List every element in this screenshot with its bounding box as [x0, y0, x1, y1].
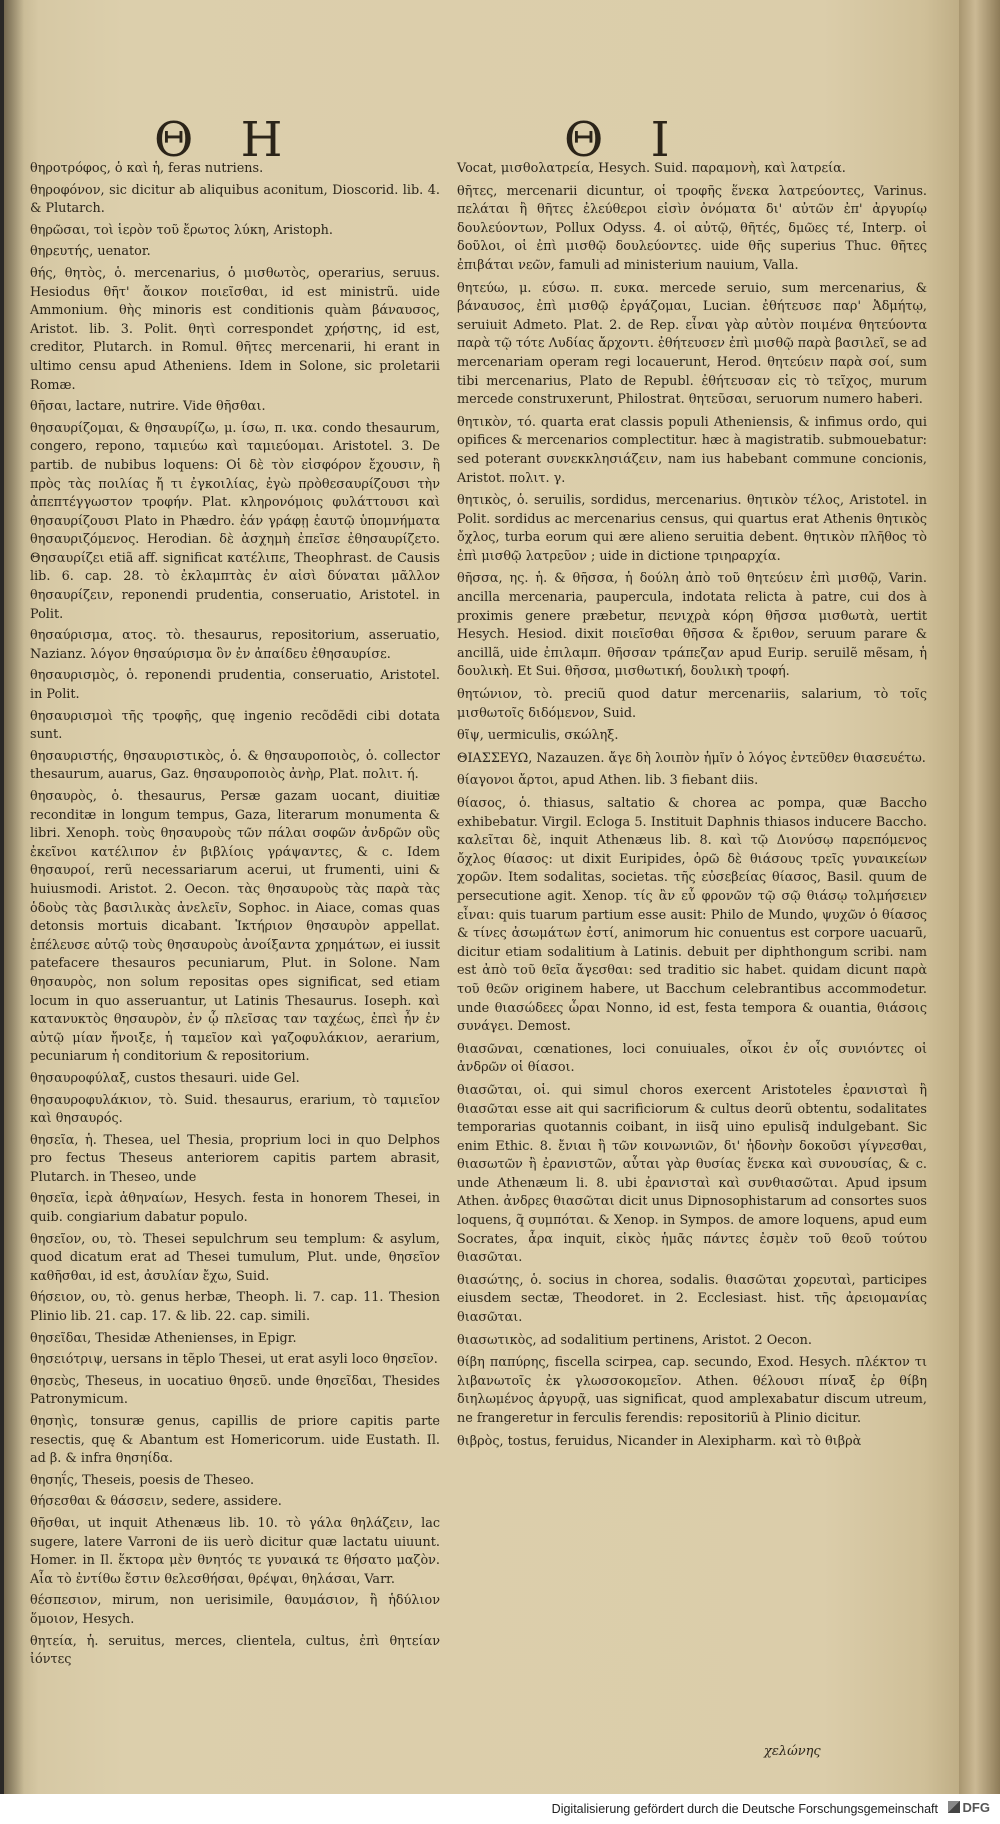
- dfg-logo: DFG: [948, 1800, 990, 1815]
- dictionary-entry: θῆσσα, ης. ἡ. & θῆσσα, ἡ δούλη ἀπὸ τοῦ θητεύειν ἐπὶ μισθῷ, Varin. ancilla mercenaria, paupercula, indotata relicta à patre, cui dos à proximis genere præbetur, πενιχρὰ κόρη θῆσσα μισθωτὰ, uertit Hesych. Hesiod. dixit ποιεῖσθαι θῆσσα & ἔριθον, seruum parare & ancillã, uide ἐπιλαμπ. θῆσσαν τράπεζαν apud Eurip. seruilẽ mẽsam, ἡ δουλικὴ. Et Sui. θῆσσα, μισθωτική, δουλικὴ τροφή.: [457, 571, 927, 680]
- dictionary-entry: θησαυρισμὸς, ὁ. reponendi prudentia, conseruatio, Aristotel. in Polit.: [30, 668, 440, 703]
- dictionary-entry: θῖψ, uermiculis, σκώληξ.: [457, 728, 619, 744]
- dictionary-entry: θησαυρὸς, ὁ. thesaurus, Persæ gazam uocant, diuitiæ reconditæ in longum tempus, Gaza, literarum monumenta & libri. Xenoph. τοὺς θησαυροὺς τῶν πάλαι σοφῶν ἀνδρῶν οὓς ἐκεῖνοι κατέλιπον ἐν βιβλίοις γράψαντες, & c. Idem θησαυροί, rerũ necessariarum acerui, ut frumenti, uini & huiusmodi. Aristot. 2. Oecon. τὰς θησαυροὺς τὰς παρὰ τὰς ὁδοὺς τὰς βασιλικὰς ἀνελεῖν, Sophoc. in Aiace, comas quas detonsis mortuis dicabant. Ἰκτήριον θησαυρὸν appellat. ἐπέλευσε αὐτῷ τοὺς θησαυροὺς ἀνοίξαντα χρημάτων, ei iussit patefacere thesauros pecuniarum, Plut. in Solone. Nam θησαυρὸς, non solum repositas opes significat, sed etiam locum in quo asseruantur, ut Latinis Thesaurus. Ioseph. καὶ κατανυκτὸς θησαυρὸν, ἐν ᾧ πλεῖσας ταν ταχέως, ἐπεὶ ἦν ἐν αὐτῷ μίαν ἤνοιξε, ἡ ταμεῖον καὶ γαζοφυλάκιον, aerarium, pecuniarum ἡ conditorium & repositorium.: [30, 789, 440, 1065]
- right-column: [457, 160, 927, 1455]
- dictionary-entry: θῆσθαι, ut inquit Athenæus lib. 10. τὸ γάλα θηλάζειν, lac sugere, latere Varroni de iis uerò dicitur quæ lactatu uiuunt. Homer. in Il. ἕκτορα μὲν θνητός τε γυναικά τε θήσατο μαζὸν. Αἶα τὸ ἐντίθω ἔστιν θελεσθήσαι, θρέψαι, θηλάσαι, Varr.: [30, 1515, 440, 1587]
- book-page: [4, 0, 959, 1794]
- dictionary-entry: θητικὸν, τό. quarta erat classis populi Atheniensis, & infimus ordo, qui opifices & mercenarios complectitur. hæc à magistratib. submouebatur: sed poterant συνεκκλησιάζειν, nam ius habebant commune concionis, Aristot. πολιτ. γ.: [457, 414, 927, 486]
- footer-bar: [0, 1794, 1000, 1824]
- left-column: [30, 160, 440, 1673]
- dictionary-entry: θησεὺς, Theseus, in uocatiuo θησεῦ. unde θησεῖδαι, Thesides Patronymicum.: [30, 1373, 440, 1408]
- dictionary-entry: θιασωτικὸς, ad sodalitium pertinens, Aristot. 2 Oecon.: [457, 1332, 812, 1348]
- dictionary-entry: θητεία, ἡ. seruitus, merces, clientela, cultus, ἐπὶ θητείαν ἰόντες: [30, 1633, 440, 1668]
- dictionary-entry: θησεῖον, ου, τὸ. Thesei sepulchrum seu templum: & asylum, quod dicatum erat ad Thesei tumulum, Plut. unde, θησεῖον καθῆσθαι, id est, ἀσυλίαν ἔχω, Suid.: [30, 1231, 440, 1284]
- page-header-left: Θ Η: [154, 112, 299, 168]
- dictionary-entry: θητώνιον, τὸ. preciũ quod datur mercenariis, salarium, τὸ τοῖς μισθωτοῖς διδόμενον, Suid.: [457, 687, 927, 721]
- dictionary-entry: θέσπεσιον, mirum, non uerisimile, θαυμάσιον, ἢ ἡδύλιον ὅμοιον, Hesych.: [30, 1593, 440, 1627]
- dictionary-entry: θησεῖδαι, Thesidæ Athenienses, in Epigr.: [30, 1330, 297, 1346]
- gutter-shadow: [4, 0, 24, 1794]
- dictionary-entry: θῆσαι, lactare, nutrire. Vide θῆσθαι.: [30, 399, 266, 415]
- dictionary-entry: θηροφόνον, sic dicitur ab aliquibus aconitum, Dioscorid. lib. 4. & Plutarch.: [30, 182, 440, 217]
- dictionary-entry: θησαυριστής, θησαυριστικὸς, ὁ. & θησαυροποιὸς, ὁ. collector thesaurum, auarus, Gaz. θησαυροποιὸς ἀνὴρ, Plat. πολιτ. ή.: [30, 748, 440, 783]
- dictionary-entry: θητεύω, μ. εύσω. π. ευκα. mercede seruio, sum mercenarius, & βάναυσος, ἐπὶ μισθῷ ἐργάζομαι, Lucian. ἐθήτευσε παρ' Ἀδμήτῳ, seruiuit Admeto. Plat. 2. de Rep. εἶναι γὰρ αὐτὸν ποιμένα θητεύοντα παρὰ τῷ τότε Λυδίας ἄρχοντι. ἐθήτευσεν ἐπὶ μισθῷ παρὰ βασιλεῖ, se ad mercenariam operam regi locauerunt, Herod. θητεύειν παρὰ σοί, sum tibi mercenarius, Plato de Republ. ἐθήτευσαν εἰς τὸ τεῖχος, murum mercede construxerunt, Philostrat. θητεῦσαι, seruorum numero haberi.: [457, 280, 927, 408]
- dictionary-entry: ΘΙΑΣΣΕΥΩ, Nazauzen. ἄγε δὴ λοιπὸν ἡμῖν ὁ λόγος ἐντεῦθεν θιασευέτω.: [457, 750, 926, 766]
- dictionary-entry: θιβρὸς, tostus, feruidus, Nicander in Alexipharm. καὶ τὸ θιβρὰ: [457, 1433, 862, 1449]
- dictionary-entry: θησαυρίζομαι, & θησαυρίζω, μ. ίσω, π. ικα. condo thesaurum, congero, repono, ταμιεύω καὶ ταμιεύομαι. Aristotel. 3. De partib. de nubibus loquens: Οἱ δὲ τὸν εἰσφόρον ἔχουσιν, ἢ πρὸς τὰς ποιλίας ἤ τι ἐγκοιλίας, ἐγὼ πρὸθεσαυρίζουσι τὴν ἀπεπτέγγωστον τροφήν. Plat. κληρονόμοις φυλάττουσι καὶ θησαυρίζουσι Plato in Phædro. ἐάν γράφῃ ἑαυτῷ ὑπομνήματα θησαυριζόμενος. Herodian. δὲ ἀσχημὴ ἐπεῖσε ἐθησαυρίζετο. Θησαυρίζει etiã aff. significat κατέλιπε, Theophrast. de Causis lib. 6. cap. 28. τὸ ἐκλαμπτὰς ἐν αἰσὶ δύναται μᾶλλον θησαυρίζειν, reponendi prudentia, conseruatio, Aristotel. in Polit.: [30, 420, 440, 622]
- dictionary-entry: θησειότριψ, uersans in tẽplo Thesei, ut erat asyli loco θησεῖον.: [30, 1352, 438, 1368]
- dictionary-entry: θίασος, ὁ. thiasus, saltatio & chorea ac pompa, quæ Baccho exhibebatur. Virgil. Ecloga 5. Instituit Daphnis thiasos inducere Baccho. καλεῖται δὲ, inquit Athenæus lib. 8. καὶ τῷ Διονύσῳ παρεπόμενος ὄχλος θίασος: ut dixit Euripides, ὁρῶ δὲ θιάσους τρεῖς γυναικείων χορῶν. Item sodalitas, societas. τῆς εὐσεβείας θίασος, Basil. quum de persecutione agit. Xenop. τίς ἂν εὖ φρονῶν τῷ σῷ θιάσῳ τολμήσειεν εἶναι: quis tuarum partium esse ausit: Philo de Mundo, ψυχῶν ὁ θίασος & τίνες ἀσωμάτων ἐστί, animorum hic conuentus est corpore uacuarũ, dicitur etiam sodalitium à Latinis. debuit per diphthongum scribi. nam est ἀπὸ τοῦ θεῖα ἄγεσθαι: sed traditio sic habet. quidam dicunt παρὰ τοῦ θεῶν originem habere, ut Bacchum celebrantibus accommodetur. unde θιασώδεες ὧραι Nonno, id est, festa tempora & ouantia, θιάσοις συνάγει. Demost.: [457, 796, 927, 1035]
- dictionary-entry: θησαυρισμοὶ τῆς τροφῆς, quę ingenio recõdẽdi cibi dotata sunt.: [30, 708, 440, 743]
- dictionary-entry: θής, θητὸς, ὁ. mercenarius, ὁ μισθωτὸς, operarius, seruus. Hesiodus θῆτ' ἄοικον ποιεῖσθαι, id est ministrũ. uide Ammonium. θὴς minoris est conditionis quàm βάναυσος, Aristot. lib. 3. Polit. θητὶ correspondet χρήστης, id est, creditor, Plutarch. in Romul. θῆτες mercenarii, hi erant in ultimo censu apud Atheniens. Idem in Solone, sic proletarii Romæ.: [30, 265, 440, 393]
- dictionary-entry: θήσειον, ου, τὸ. genus herbæ, Theoph. li. 7. cap. 11. Thesion Plinio lib. 21. cap. 17. & lib. 22. cap. simili.: [30, 1290, 440, 1325]
- catchword: χελώνης: [764, 1744, 821, 1759]
- dictionary-entry: Vocat, μισθολατρεία, Hesych. Suid. παραμονὴ, καὶ λατρεία.: [457, 161, 846, 176]
- page-edge: [959, 0, 1000, 1794]
- dictionary-entry: θησεῖα, ἡ. Thesea, uel Thesia, proprium loci in quo Delphos pro fectus Theseus anteriorem capitis partem abrasit, Plutarch. in Theseo, unde: [30, 1132, 440, 1185]
- dictionary-entry: θίβη παπύρης, fiscella scirpea, cap. secundo, Exod. Hesych. πλέκτον τι λιβανωτοῖς ἐκ γλωσσοκομεῖον. Athen. θέλουσι πίναξ ἐρ θίβη διηλωμένος ἀργυρᾷ, uas significat, quod amplexabatur discum utreum, ne frangeretur in ferculis ferendis: repositoriũ à Plinio dicitur.: [457, 1355, 927, 1426]
- dictionary-entry: θηρῶσαι, τοὶ ἱερὸν τοῦ ἔρωτος λύκη, Aristoph.: [30, 222, 333, 238]
- dictionary-entry: θήσεσθαι & θάσσειν, sedere, assidere.: [30, 1494, 282, 1510]
- dictionary-entry: θηροτρόφος, ὁ καὶ ἡ, feras nutriens.: [30, 161, 264, 176]
- dictionary-entry: θησαυροφύλαξ, custos thesauri. uide Gel.: [30, 1070, 300, 1086]
- dictionary-entry: θίαγονοι ἄρτοι, apud Athen. lib. 3 fiebant diis.: [457, 773, 759, 789]
- dictionary-entry: θητικὸς, ὁ. seruilis, sordidus, mercenarius. θητικὸν τέλος, Aristotel. in Polit. sordidus ac mercenarius census, qui quartus erat Athenis θητικὸς ὄχλος, turba eorum qui ære alieno seruitia debent. θητικὸν πλῆθος τὸ ἐπὶ μισθῷ λατρεῦον ; uide in dictione τριηραρχία.: [457, 493, 927, 564]
- page-header-right: Θ Ι: [564, 112, 686, 168]
- dictionary-entry: θησεῖα, ἱερὰ ἀθηναίων, Hesych. festa in honorem Thesei, in quib. congiarium dabatur populo.: [30, 1191, 440, 1226]
- dictionary-entry: θιασώτης, ὁ. socius in chorea, sodalis. θιασῶται χορευταὶ, participes eiusdem sectæ, Theodoret. in 2. Ecclesiast. hist. τῆς ἀρειομανίας θιασῶται.: [457, 1272, 927, 1326]
- dictionary-entry: θῆτες, mercenarii dicuntur, οἱ τροφῆς ἕνεκα λατρεύοντες, Varinus. πελάται ἢ θῆτες ἐλεύθεροι εἰσὶν ὀνόματα δι' αὐτῶν ἐπ' ἀργυρίῳ δουλεύοντων, Pollux Odyss. 4. οἱ αὐτῷ, θῆτές, δμῶες τέ, Interp. οἱ δοῦλοι, οἱ ἐπὶ μισθῷ δουλεύοντες. uide θῆς superius Thuc. θῆτες ἐπιβάται νεῶν, famuli ad ministerium nauium, Valla.: [457, 183, 927, 273]
- dictionary-entry: θησαύρισμα, ατος. τὸ. thesaurus, repositorium, asseruatio, Nazianz. λόγον θησαύρισμα ὃν ἐν ἀπαίδευ ἐθησαυρίσε.: [30, 628, 440, 662]
- dictionary-entry: θηρευτής, uenator.: [30, 244, 151, 260]
- dictionary-entry: θιασῶναι, cœnationes, loci conuiuales, οἶκοι ἐν οἷς συνιόντες οἱ ἀνδρῶν οἱ θίασοι.: [457, 1041, 927, 1076]
- dictionary-entry: θησαυροφυλάκιον, τὸ. Suid. thesaurus, erarium, τὸ ταμιεῖον καὶ θησαυρός.: [30, 1092, 440, 1127]
- dictionary-entry: θησηΐς, Theseis, poesis de Theseo.: [30, 1472, 255, 1488]
- dictionary-entry: θησηὶς, tonsuræ genus, capillis de priore capitis parte resectis, quę & Abantum est Homericorum. uide Eustath. Il. ad β. & infra θησηίδα.: [30, 1414, 440, 1467]
- dictionary-entry: θιασῶται, οἱ. qui simul choros exercent Aristoteles ἐρανισταὶ ἢ θιασῶται esse ait qui sacrificiorum & cultus deorũ obtentu, sodalitates temporarias quotannis coibant, in iisq̃ uino epulisq̃ indulgebant. Sic enim Ethic. 8. ἔνιαι ἢ τῶν κοινωνιῶν, δι' ἡδονὴν δοκοῦσι γίγνεσθαι, θιασωτῶν ἢ ἐρανιστῶν, αὗται γὰρ θυσίας ἕνεκα καὶ συνουσίας, & c. unde Athenæum li. 8. ubi ἐρανισταὶ καὶ συνθιασῶται. Apud ipsum Athen. ἀνδρες θιασῶται dicit unus Dipnosophistarum ad consortes suos loquens, q̃ συμπόται. & Xenop. in Sympos. de amore loquens, apud eum Socrates, ἆρα inquit, εἰκὸς ἡμᾶς πάντες ἐσμὲν τοῦ θεοῦ τούτου θιασῶται.: [457, 1082, 927, 1266]
- funding-note: Digitalisierung gefördert durch die Deutsche Forschungsgemeinschaft: [551, 1802, 938, 1816]
